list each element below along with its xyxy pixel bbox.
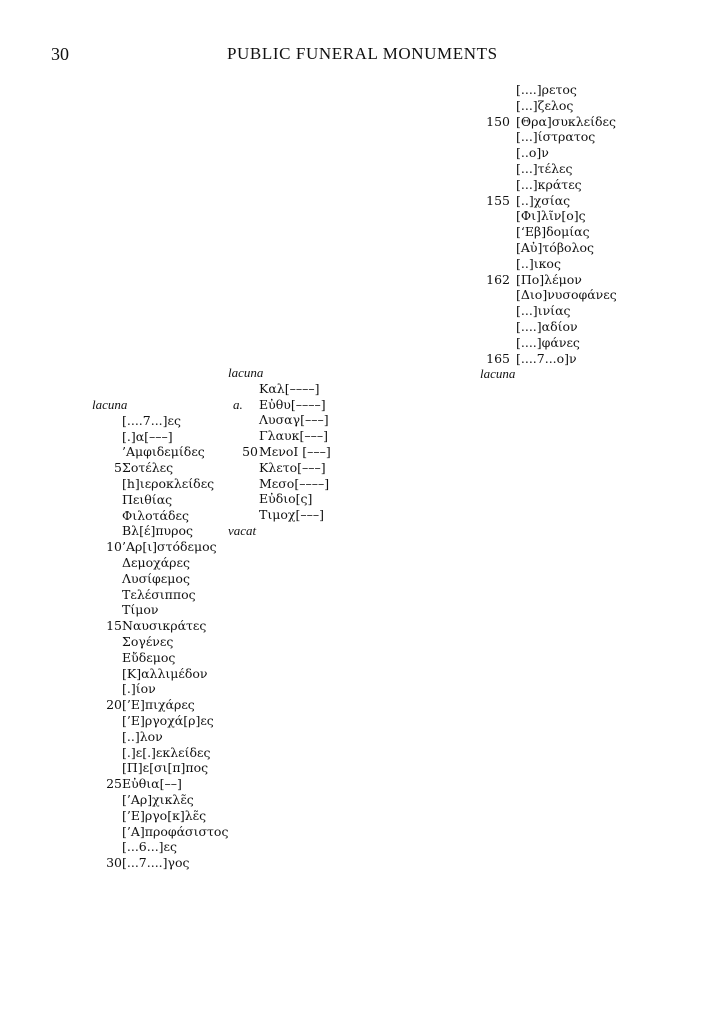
inscription-line	[92, 681, 156, 697]
inscription-line	[228, 491, 313, 507]
name-text: [....7...ο]ν	[516, 350, 577, 366]
name-text: Τελέσιππος	[122, 586, 196, 602]
name-text: Ναυσικράτες	[122, 618, 207, 634]
name-text: Γλαυκ[–––]	[259, 428, 328, 444]
line-number: 50	[242, 443, 258, 459]
inscription-line	[480, 224, 590, 240]
inscription-line	[92, 839, 178, 855]
inscription-line	[92, 744, 211, 761]
name-text: [...]κράτες	[516, 176, 582, 192]
name-text: [‘Εβ]δομίας	[516, 224, 590, 240]
line-number: 162	[486, 271, 510, 287]
inscription-line	[92, 712, 214, 729]
page-number: 30	[51, 44, 69, 64]
name-text: [...6...]ες	[122, 839, 178, 855]
inscription-line	[92, 428, 173, 445]
editorial-note: lacuna	[92, 397, 128, 412]
name-text: Καλ[––––]	[259, 380, 320, 396]
inscription-line	[480, 318, 578, 335]
name-text: Δεμοχάρες	[122, 554, 190, 570]
inscription-line	[92, 855, 190, 871]
inscription-line	[92, 728, 163, 745]
line-number: 10	[106, 539, 122, 555]
name-text: [’Ε]ργοχά[ρ]ες	[122, 712, 214, 728]
editorial-note: lacuna	[228, 365, 264, 380]
name-text: [.]ε[.]εκλείδες	[122, 744, 211, 760]
inscription-line	[228, 443, 331, 460]
inscription-line	[92, 491, 173, 508]
inscription-line	[92, 412, 181, 429]
inscription-line	[92, 776, 182, 792]
line-number: 155	[486, 192, 510, 208]
inscription-line	[480, 145, 549, 161]
inscription-line	[228, 396, 326, 413]
inscription-line	[92, 586, 196, 603]
inscription-line	[480, 82, 577, 98]
name-text: Κλετο[–––]	[259, 459, 326, 475]
name-text: Σογένες	[122, 633, 174, 649]
name-text: [...]ίστρατος	[516, 129, 596, 145]
name-text: [....]ρετος	[516, 82, 577, 97]
line-number: 20	[106, 697, 122, 713]
inscription-line	[92, 539, 217, 555]
inscription-line	[92, 697, 195, 713]
name-text: Λυσαγ[–––]	[259, 412, 329, 428]
inscription-line	[480, 192, 571, 209]
line-number: 150	[486, 113, 510, 129]
inscription-line	[480, 334, 580, 351]
inscription-line	[480, 303, 571, 319]
inscription-line	[92, 618, 207, 634]
inscription-line	[228, 507, 324, 523]
name-text: [’Αρ]χικλε̃ς	[122, 791, 194, 807]
name-text: ΜενοΙ [–––]	[259, 443, 331, 459]
name-text: Τίμον	[122, 602, 159, 618]
name-text: [’Ε]ργο[κ]λε̃ς	[122, 807, 207, 823]
inscription-line	[228, 412, 329, 428]
inscription-line	[92, 760, 209, 776]
inscription-line	[228, 523, 263, 539]
name-text: [...]ζελος	[516, 97, 574, 113]
inscription-line	[92, 507, 189, 524]
name-text: Εὔδεμος	[122, 649, 176, 665]
name-text: [..]χσίας	[516, 192, 571, 208]
name-text: [...]ινίας	[516, 303, 571, 319]
line-number: 5	[114, 460, 122, 476]
inscription-line	[480, 176, 582, 193]
name-text: Βλ[έ]πυρος	[122, 523, 194, 539]
inscription-line	[92, 791, 194, 808]
inscription-line	[480, 366, 515, 382]
name-text: Σοτέλες	[122, 460, 174, 476]
name-text: Λυσίφεμος	[122, 570, 190, 586]
name-text: [Αὐ]τόβολος	[516, 239, 595, 255]
inscription-line	[92, 665, 208, 682]
name-text: [....7...]ες	[122, 412, 181, 428]
inscription-line	[92, 570, 190, 587]
name-text: [Πο]λέμον	[516, 271, 582, 287]
line-number: 25	[106, 776, 122, 792]
name-text: Μεσο[––––]	[259, 475, 330, 491]
inscription-line	[480, 287, 617, 303]
name-text: [....]αδίον	[516, 318, 578, 334]
name-text: ’Αρ[ι]στόδεμος	[122, 539, 217, 555]
editorial-note: vacat	[228, 522, 257, 538]
inscription-line	[228, 428, 328, 444]
name-text: [Κ]αλλιμέδον	[122, 665, 208, 681]
inscription-line	[92, 523, 194, 539]
inscription-line	[228, 380, 320, 397]
name-text: [’Ε]πιχάρες	[122, 697, 195, 713]
left-name-column	[92, 397, 229, 871]
name-text: [....]φάνες	[516, 334, 580, 350]
name-text: Τιμοχ[–––]	[259, 507, 324, 523]
name-text: [.]α[–––]	[122, 428, 173, 444]
inscription-line	[92, 649, 176, 666]
inscription-line	[228, 459, 326, 476]
inscription-line	[92, 475, 215, 492]
name-text: Εὐθια[––]	[122, 776, 182, 792]
middle-name-column	[228, 365, 331, 539]
inscription-line	[228, 475, 330, 492]
inscription-line	[480, 129, 596, 145]
inscription-line	[92, 602, 159, 618]
line-number: 165	[486, 350, 510, 366]
name-text: [...]τέλες	[516, 160, 573, 176]
name-text: Φιλοτάδες	[122, 507, 189, 523]
fragment-label: a.	[233, 396, 243, 412]
running-head: PUBLIC FUNERAL MONUMENTS	[227, 44, 498, 63]
name-text: [Διο]νυσοφάνες	[516, 287, 617, 303]
inscription-line	[92, 460, 174, 476]
inscription-line	[92, 633, 174, 650]
line-number: 15	[106, 618, 122, 634]
inscription-line	[228, 365, 263, 381]
name-text: [’Α]προφάσιστος	[122, 823, 229, 839]
inscription-line	[480, 113, 617, 130]
inscription-line	[480, 255, 561, 272]
right-name-column	[480, 82, 617, 382]
name-text: Εὐθυ[––––]	[259, 396, 326, 412]
inscription-line	[480, 208, 586, 224]
name-text: ’Αμφιδεμίδες	[122, 444, 205, 460]
name-text: [..]λον	[122, 728, 163, 744]
name-text: [h]ιεροκλείδες	[122, 475, 215, 491]
inscription-line	[92, 554, 190, 571]
name-text: [Φι]λῖν[ο]ς	[516, 208, 586, 224]
name-text: Πειθίας	[122, 491, 173, 507]
inscription-line	[92, 823, 229, 840]
name-text: [.]ίον	[122, 681, 156, 697]
name-text: [..]ικος	[516, 255, 561, 271]
name-text: [..ο]ν	[516, 145, 549, 161]
inscription-line	[480, 350, 577, 367]
inscription-line	[480, 160, 573, 177]
name-text: Εὐδιο[ς]	[259, 491, 313, 507]
inscription-line	[92, 807, 207, 824]
inscription-line	[92, 444, 205, 460]
inscription-line	[480, 271, 582, 288]
name-text: [...7....]γος	[122, 855, 190, 871]
editorial-note: lacuna	[480, 366, 516, 382]
inscription-line	[480, 97, 574, 114]
name-text: [Π]ε[σι[π]πος	[122, 760, 209, 776]
name-text: [Θρα]συκλείδες	[516, 113, 617, 129]
line-number: 30	[106, 855, 122, 871]
inscription-line	[480, 239, 595, 256]
inscription-line	[92, 397, 127, 413]
